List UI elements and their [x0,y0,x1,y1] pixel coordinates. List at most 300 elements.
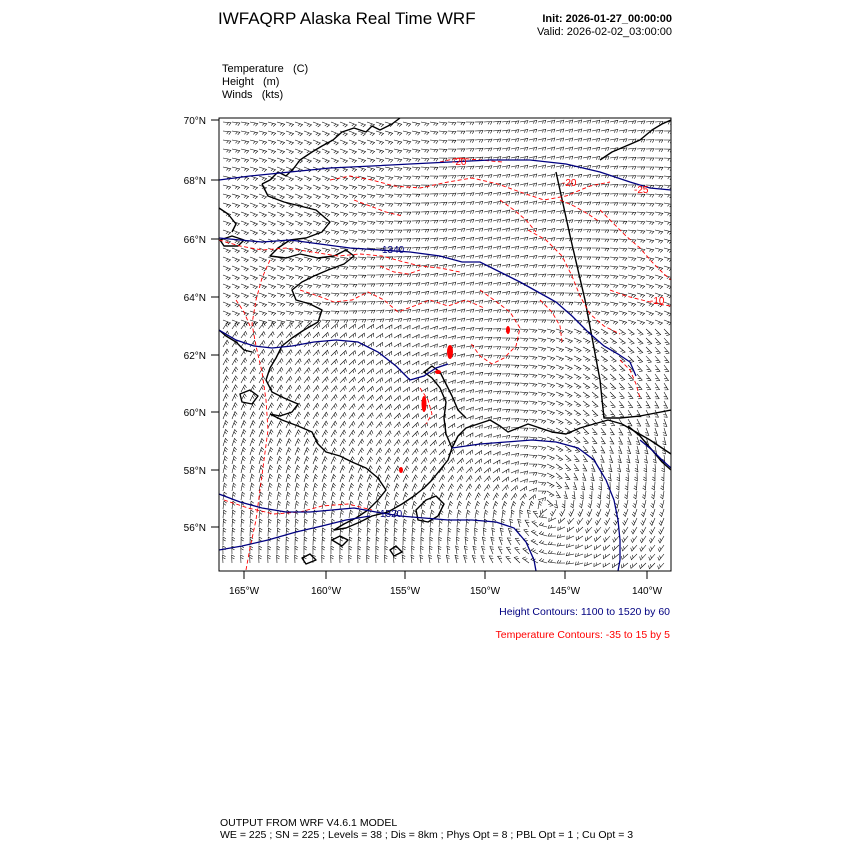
wind-barb [655,230,663,234]
wind-barb [493,246,501,250]
wind-barb [250,149,258,154]
wind-barb [340,293,348,296]
wind-barb [241,275,248,280]
wind-barb [529,329,537,333]
wind-barb [421,158,429,162]
wind-barb [631,545,637,551]
wind-barb [340,311,348,314]
wind-barb [557,543,565,546]
wind-barb [529,174,537,178]
wind-barb [601,230,609,233]
wind-barb [304,465,309,473]
wind-barb [606,491,610,499]
wind-barb [448,202,456,205]
wind-barb [547,464,554,469]
wind-barb [511,329,519,332]
wind-barb [547,392,555,397]
wind-barb [358,369,365,375]
wind-barb [439,475,445,482]
wind-barb [529,473,537,476]
wind-barb [574,392,581,398]
wind-barb [250,421,255,428]
wind-barb [385,546,388,554]
wind-barb [466,336,474,339]
wind-barb [565,120,573,124]
wind-barb [322,546,325,554]
wind-barb [655,149,663,152]
wind-barb [232,412,237,419]
wind-barb [538,210,546,213]
wind-barb [661,473,664,481]
wind-barb [385,203,393,207]
wind-barb [448,229,456,232]
wind-barb [466,493,471,500]
wind-barb [412,309,420,313]
wind-barb [640,536,646,543]
wind-barb [286,212,293,217]
wind-barb [502,174,510,178]
wind-barb [582,473,586,480]
wind-barb [448,406,455,410]
wind-barb [556,455,563,461]
wind-barb [223,474,227,482]
wind-barb [520,246,528,249]
wind-barb [349,351,356,356]
wind-barb [439,211,447,214]
wind-barb [448,131,456,134]
wind-barb [520,292,528,295]
wind-barb [556,419,563,424]
wind-barb [635,455,638,463]
wind-barb [367,483,372,491]
wind-barb [601,275,609,279]
wind-barb [493,391,501,394]
wind-barb [340,466,345,473]
wind-barb [259,439,264,447]
wind-barb [565,284,573,287]
wind-barb [484,476,490,482]
wind-barb [340,122,347,127]
wind-barb [520,237,528,240]
wind-barb [295,546,298,554]
wind-barb [520,410,528,413]
wind-barb [448,528,451,536]
wind-barb [548,525,556,528]
wind-barb [295,302,303,306]
wind-barb [223,131,231,135]
wind-barb [475,318,483,321]
wind-barb [412,528,415,536]
wind-barb [358,230,366,234]
wind-barb [313,466,318,474]
wind-barb [457,389,464,393]
wind-barb [412,203,420,206]
wind-barb [376,519,380,527]
wind-barb [493,477,500,483]
wind-barb [340,359,347,365]
wind-barb [268,555,271,563]
wind-barb [601,138,609,141]
wind-barb [277,320,285,324]
wind-barb [304,368,310,374]
wind-barb [520,383,528,387]
wind-barb [612,554,619,559]
wind-barb [637,230,645,234]
wind-barb [268,323,274,329]
wind-barb [547,491,554,497]
wind-barb [601,311,609,315]
wind-barb [511,174,519,178]
wind-barb [376,185,384,189]
wind-barb [610,120,618,123]
wind-barb [331,466,336,474]
wind-barb [376,301,384,304]
wind-barb [493,273,501,277]
wind-barb [592,239,600,242]
wind-barb [592,166,600,169]
wind-barb [529,410,537,414]
wind-barb [457,237,465,240]
wind-barb [556,210,564,213]
wind-barb [448,309,456,313]
wind-barb [493,255,501,259]
wind-barb [340,546,343,554]
wind-barb [628,329,634,335]
wind-barb [367,310,375,313]
wind-barb [466,484,472,491]
wind-barb [511,219,519,223]
wind-barb [628,410,632,417]
wind-barb [394,361,401,366]
wind-barb [619,157,627,160]
wind-barb [232,519,235,527]
wind-barb [556,392,563,397]
wind-barb [223,194,231,199]
wind-barb [232,331,238,338]
wind-barb [556,401,563,406]
wind-barb [628,311,636,316]
wind-barb [439,432,446,437]
wind-barb [331,257,339,261]
wind-barb [592,401,598,407]
wind-barb [250,412,255,419]
wind-barb [340,185,348,190]
wind-barb [592,248,600,251]
wind-barb [520,338,528,342]
wind-barb [394,475,399,482]
wind-barb [520,201,528,205]
wind-barb [241,230,249,235]
wind-barb [484,390,492,393]
wind-barb [250,266,257,271]
wind-barb [394,422,400,428]
wind-barb [565,256,573,259]
wind-barb [596,509,601,516]
wind-barb [313,266,321,270]
wind-barb [295,275,303,280]
wind-barb [295,293,303,297]
wind-barb [502,400,510,403]
wind-barb [457,493,462,500]
wind-barb [277,528,280,536]
wind-barb [286,501,290,509]
wind-barb [523,557,530,563]
wind-barb [367,167,375,172]
wind-barb [403,309,411,312]
wind-barb [358,324,365,329]
wind-barb [376,546,379,554]
wind-barb [655,131,663,134]
wind-barb [349,194,357,199]
wind-barb [250,167,258,172]
wind-barb [331,158,339,163]
wind-barb [430,458,436,464]
wind-barb [608,473,611,481]
wind-barb [466,328,474,331]
wind-barb [268,212,275,217]
wind-barb [511,445,519,448]
temp-label: -20 [562,178,577,189]
wind-barb [322,377,328,383]
wind-barb [466,309,474,313]
wind-barb [277,311,285,316]
wind-barb [598,491,601,499]
wind-barb [349,342,356,347]
wind-barb [304,284,312,288]
wind-barb [250,474,254,482]
wind-barb [538,464,546,468]
wind-barb [547,383,555,388]
wind-barb [421,344,428,348]
wind-barb [547,410,555,415]
wind-barb [457,510,461,518]
wind-barb [475,510,479,518]
wind-barb [642,500,646,508]
wind-barb [493,237,501,241]
wind-barb [646,347,652,354]
wind-barb [358,528,362,536]
wind-barb [331,324,338,329]
wind-barb [556,464,563,470]
wind-barb [349,360,356,366]
wind-barb [223,519,226,527]
wind-barb [340,302,348,305]
wind-barb [412,466,418,473]
wind-barb [331,421,337,428]
wind-barb [250,275,258,280]
wind-barb [583,374,590,380]
wind-barb [223,140,231,144]
wind-barb [547,473,554,478]
wind-barb [295,311,303,315]
wind-barb [646,329,652,335]
wind-barb [493,417,501,420]
wind-barb [376,528,380,536]
wind-barb [340,501,344,509]
wind-barb [639,563,646,569]
wind-barb [646,401,650,408]
wind-barb [511,486,518,491]
wind-barb [592,175,600,178]
wind-barb [502,469,509,473]
wind-barb [376,140,384,145]
wind-barb [567,527,574,532]
wind-barb [313,284,321,288]
wind-barb [618,455,622,463]
wind-barb [538,219,546,222]
wind-barb [295,140,303,145]
wind-barb [331,386,337,392]
wind-barb [232,483,236,491]
wind-barb [466,264,474,268]
wind-barb [412,335,419,339]
wind-barb [259,394,265,401]
wind-barb [515,538,520,545]
wind-barb [484,451,491,455]
wind-barb [268,149,276,154]
wind-barb [421,176,429,179]
wind-barb [655,356,660,363]
wind-barb [493,452,500,456]
wind-barb [565,156,573,160]
wind-barb [633,491,637,499]
wind-barb [349,302,357,305]
wind-barb [250,519,254,527]
wind-barb [633,500,637,508]
wind-barb [277,546,280,554]
wind-barb [412,414,419,419]
wind-barb [637,248,645,252]
wind-barb [556,311,564,314]
wind-barb [286,376,292,383]
wind-barb [583,220,591,223]
wind-barb [268,341,274,347]
wind-barb [637,158,645,161]
wind-barb [529,265,537,268]
wind-barb [612,545,619,551]
wind-barb [403,194,411,198]
wind-barb [601,329,608,335]
wind-barb [394,239,402,242]
wind-barb [412,501,417,509]
temp-label: -20 [452,157,467,168]
wind-barb [484,255,492,259]
wind-barb [585,545,592,549]
wind-barb [583,275,591,278]
wind-barb [232,122,240,126]
wind-barb [412,167,420,171]
wind-barb [259,122,267,126]
wind-barb [556,365,564,370]
height-label: 1320 [380,509,403,520]
wind-barb [286,302,294,307]
wind-barb [286,176,294,181]
wind-barb [579,500,583,508]
wind-barb [634,473,637,481]
wind-barb [349,320,357,323]
wind-barb [601,266,609,270]
wind-barb [223,284,230,289]
wind-barb [600,455,604,462]
temp-contour [470,290,520,364]
wind-barb [268,421,273,428]
wind-barb [655,194,663,198]
wind-barb [538,320,546,323]
wind-barb [439,449,446,455]
wind-barb [448,467,454,473]
wind-barb [340,284,348,288]
wind-barb [621,554,628,559]
wind-barb [574,193,582,196]
wind-barb [394,221,402,224]
wind-barb [646,149,654,152]
wind-barb [574,302,582,306]
wind-barb [621,563,628,568]
wind-barb [376,149,384,154]
wind-barb [430,131,438,135]
wind-barb [304,492,308,500]
wind-barb [565,464,571,471]
wind-barb [592,275,600,279]
wind-barb [241,376,247,383]
wind-barb [430,140,438,144]
wind-barb [259,149,267,154]
wind-barb [349,404,355,410]
wind-barb [628,239,636,243]
wind-barb [628,230,636,234]
wind-barb [646,338,652,345]
wind-barb [295,537,298,545]
wind-barb [367,413,373,419]
wind-barb [241,212,249,217]
wind-barb [421,449,427,455]
wind-barb [502,264,510,267]
wind-barb [394,158,402,162]
wind-barb [403,265,411,268]
wind-barb [430,484,435,491]
wind-barb [484,459,491,464]
wind-barb [322,293,330,297]
wind-barb [547,201,555,204]
wind-barb [403,230,411,233]
wind-barb [268,510,272,518]
wind-barb [358,311,366,314]
wind-barb [610,284,618,288]
wind-barb [457,458,464,464]
wind-barb [640,554,646,560]
wind-barb [313,492,317,500]
wind-barb [304,474,309,482]
wind-barb [587,509,592,516]
wind-barb [385,334,392,338]
wind-barb [466,390,474,394]
wind-barb [655,401,659,408]
wind-barb [304,266,312,271]
wind-barb [457,255,465,259]
wind-barb [268,167,276,172]
wind-barb [223,465,227,473]
wind-barb [277,367,283,374]
wind-barb [358,413,364,419]
wind-barb [412,422,419,428]
wind-barb [340,421,346,428]
wind-barb [358,448,364,455]
wind-barb [286,140,294,145]
wind-barb [529,392,537,396]
wind-barb [502,418,510,421]
wind-barb [502,210,510,214]
wind-barb [277,293,285,298]
